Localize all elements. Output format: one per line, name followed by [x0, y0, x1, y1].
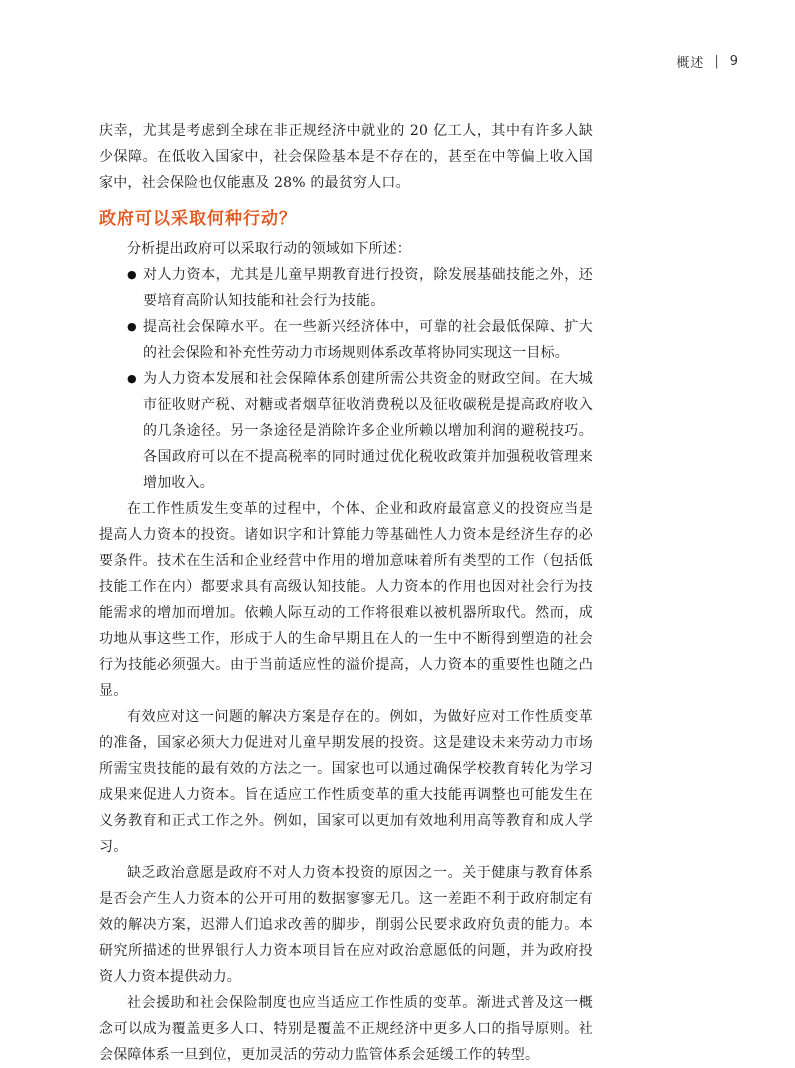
section-title: 概述: [676, 56, 705, 71]
body-paragraph: 缺乏政治意愿是政府不对人力资本投资的原因之一。关于健康与教育体系是否会产生人力资本的公开可用的数据寥寥无几。这一差距不利于政府制定有效的解决方案，迟滞人们追求改善的脚步，削弱公民要求政府负责的能力。本研究所描述的世界银行人力资本项目旨在应对政治意愿低的问题，并为政府投资人力资本提供动力。: [99, 865, 593, 985]
bullet-icon: ●: [127, 268, 137, 281]
list-item-text: 提高社会保障水平。在一些新兴经济体中，可靠的社会最低保障、扩大的社会保险和补充性劳动力市场规则体系改革将协同实现这一目标。: [143, 319, 593, 361]
action-list: [99, 262, 593, 496]
list-item-text: 为人力资本发展和社会保障体系创建所需公共资金的财政空间。在大城市征收财产税、对糖或者烟草征收消费税以及征收碳税是提高政府收入的几条途径。另一条途径是消除许多企业所赖以增加利润的避税技巧。各国政府可以在不提高税率的同时通过优化税收政策并加强税收管理来增加收入。: [143, 371, 593, 491]
body-paragraph: 有效应对这一问题的解决方案是存在的。例如，为做好应对工作性质变革的准备，国家必须大力促进对儿童早期发展的投资。这是建设未来劳动力市场所需宝贵技能的最有效的方法之一。国家也可以通过确保学校教育转化为学习成果来促进人力资本。旨在适应工作性质变革的重大技能再调整也可能发生在义务教育和正式工作之外。例如，国家可以更加有效地利用高等教育和成人学习。: [99, 709, 593, 855]
list-item: [99, 314, 593, 366]
header-separator: |: [714, 54, 720, 69]
intro-paragraph: 庆幸，尤其是考虑到全球在非正规经济中就业的 20 亿工人，其中有许多人缺少保障。在低收入国家中，社会保险基本是不存在的，甚至在中等偏上收入国家中，社会保险也仅能惠及 28% 的最贫穷人口。: [99, 123, 593, 191]
running-header: [676, 52, 739, 71]
bullet-icon: ●: [127, 320, 137, 333]
section-heading: 政府可以采取何种行动？: [99, 209, 297, 229]
body-paragraph: 社会援助和社会保险制度也应当适应工作性质的变革。渐进式普及这一概念可以成为覆盖更多人口、特别是覆盖不正规经济中更多人口的指导原则。社会保障体系一旦到位，更加灵活的劳动力监管体系会延缓工作的转型。: [99, 995, 593, 1063]
body-paragraph: 在工作性质发生变革的过程中，个体、企业和政府最富意义的投资应当是提高人力资本的投资。诸如识字和计算能力等基础性人力资本是经济生存的必要条件。技术在生活和企业经营中作用的增加意味着所有类型的工作（包括低技能工作在内）都要求具有高级认知技能。人力资本的作用也因对社会行为技能需求的增加而增加。依赖人际互动的工作将很难以被机器所取代。然而，成功地从事这些工作，形成于人的生命早期且在人的一生中不断得到塑造的社会行为技能必须强大。由于当前适应性的溢价提高，人力资本的重要性也随之凸显。: [99, 501, 593, 699]
bullet-icon: ●: [127, 372, 137, 385]
list-item-text: 对人力资本，尤其是儿童早期教育进行投资，除发展基础技能之外，还要培育高阶认知技能和社会行为技能。: [143, 267, 593, 309]
page-body: [99, 118, 593, 1068]
list-lead: 分析提出政府可以采取行动的领域如下所述：: [127, 241, 411, 257]
list-item: [99, 366, 593, 496]
page-number: 9: [729, 54, 739, 69]
list-item: [99, 262, 593, 314]
